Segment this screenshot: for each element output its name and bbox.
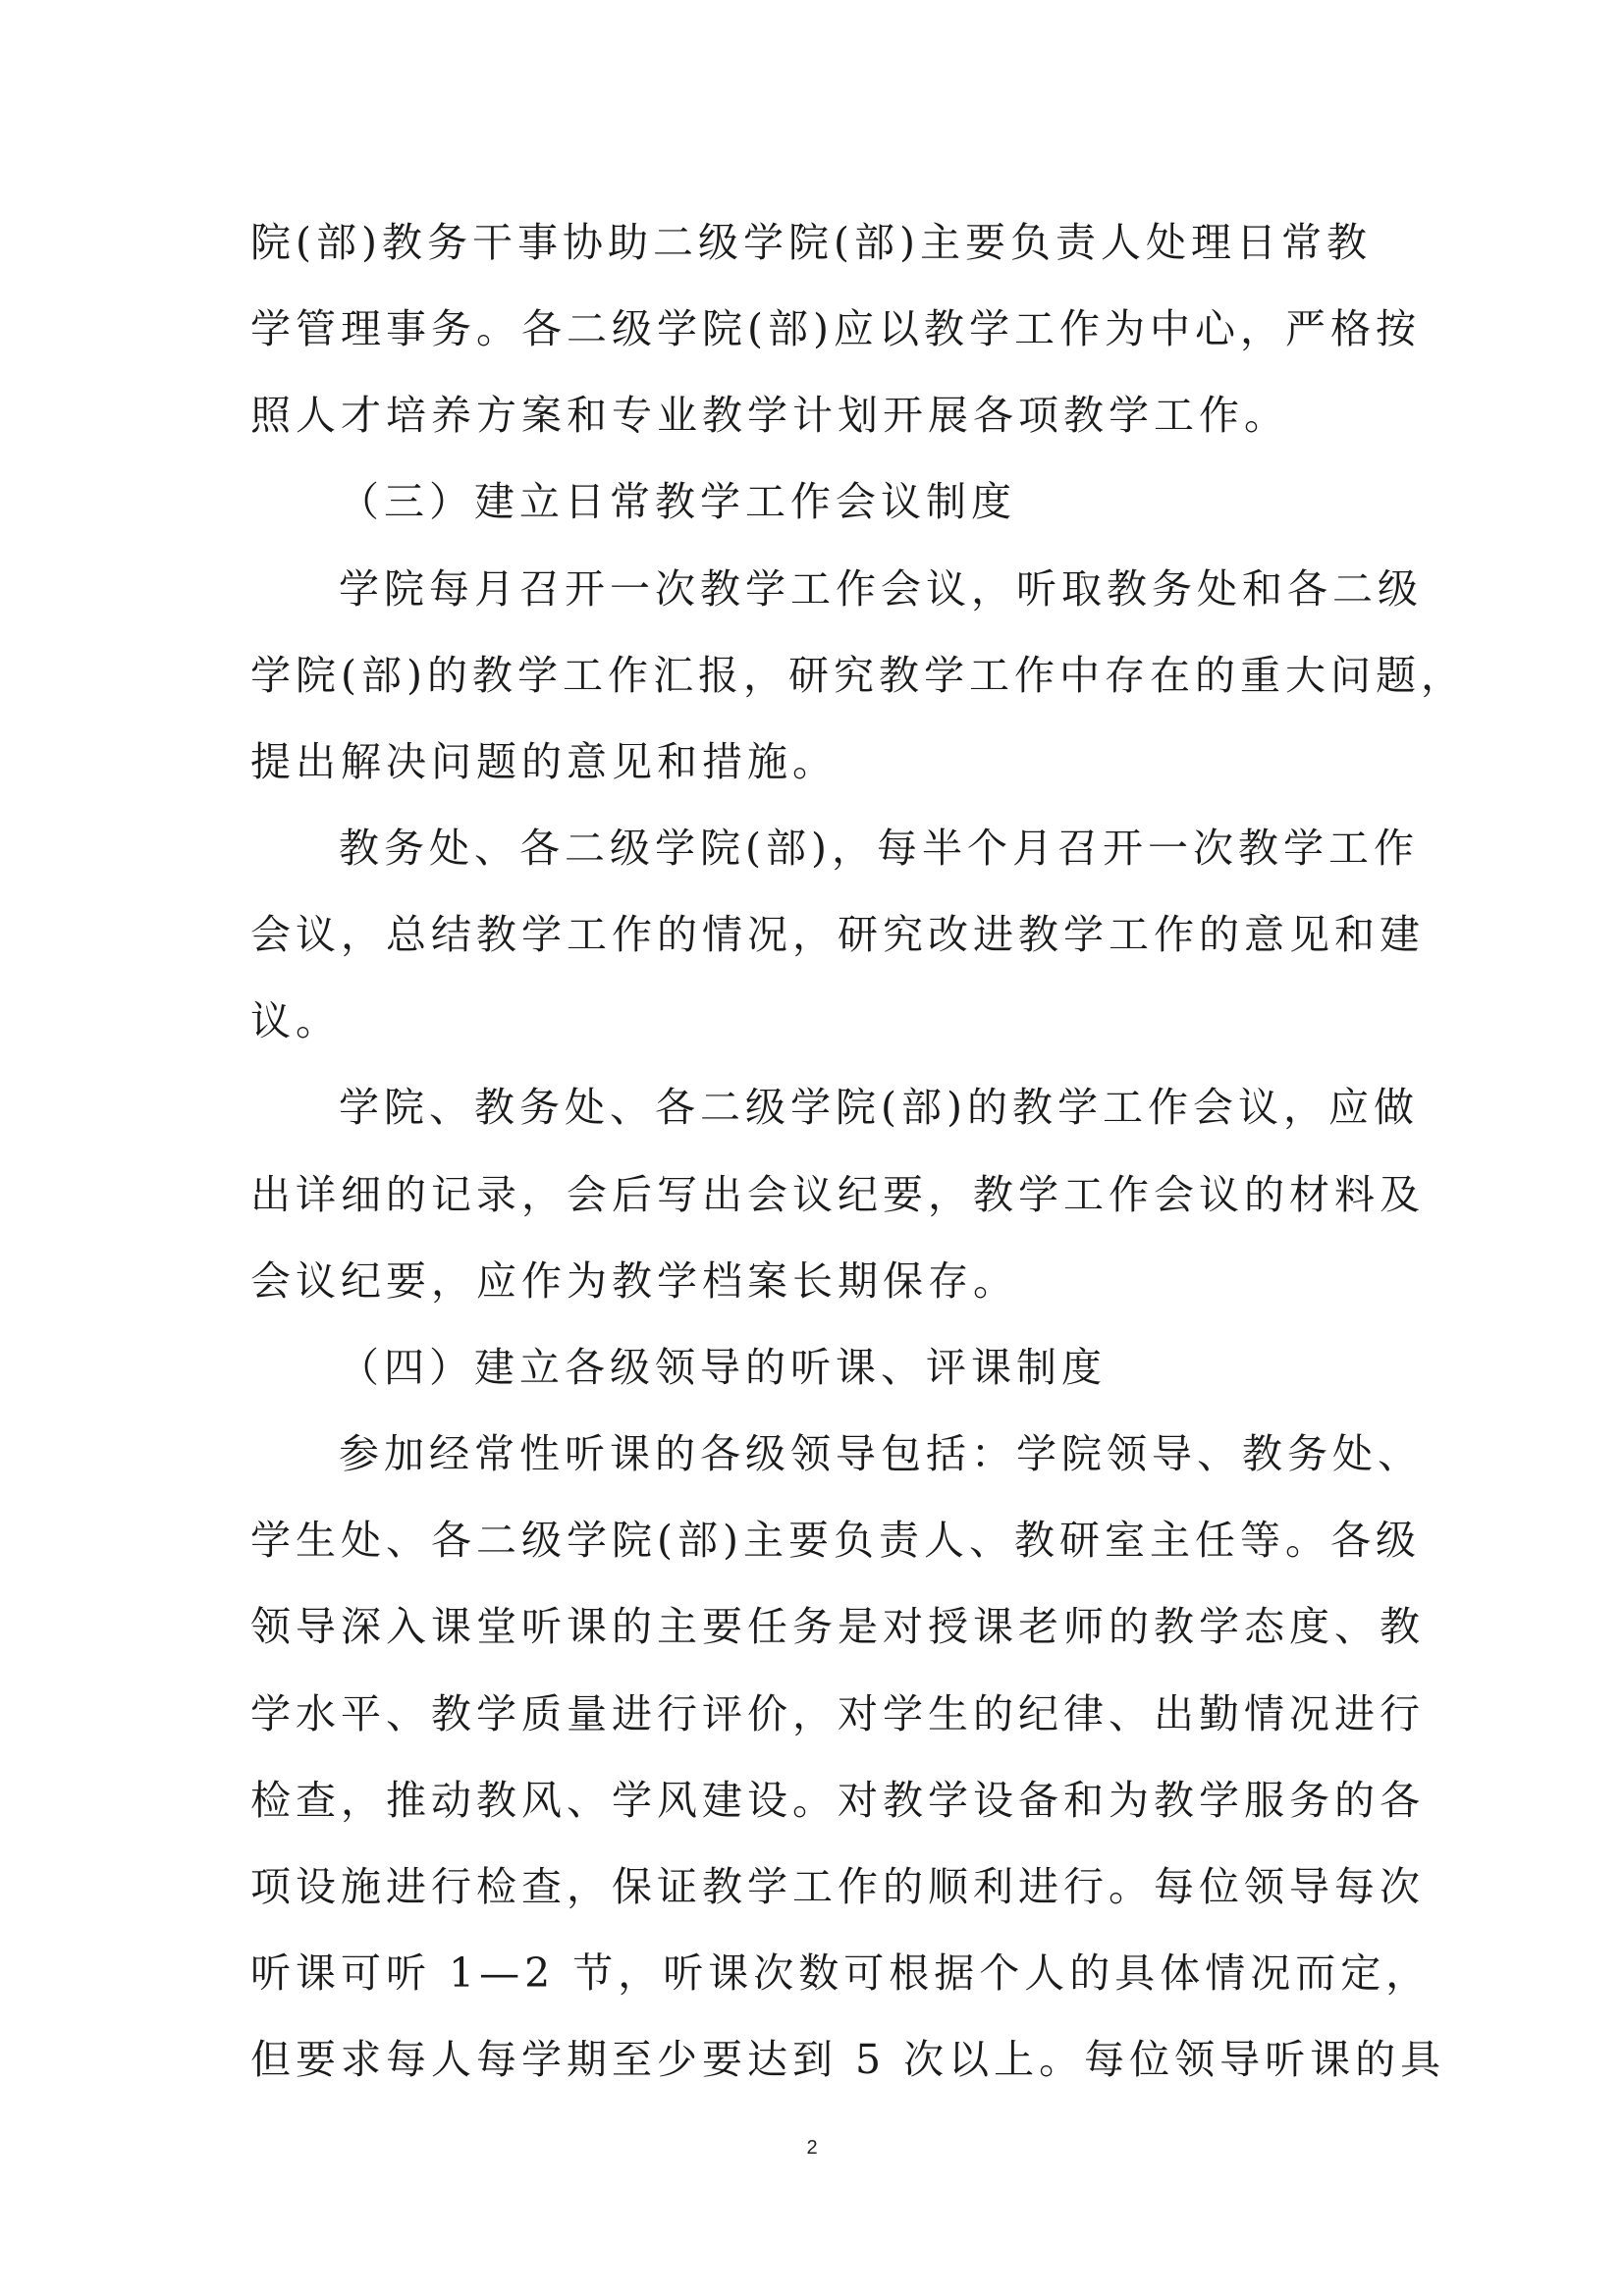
body-text-line: 项设施进行检查，保证教学工作的顺利进行。每位领导每次 <box>250 1863 1425 1910</box>
body-text-line: 听课可听 1—2 节，听课次数可根据个人的具体情况而定， <box>250 1949 1432 1997</box>
body-text-line: 出详细的记录，会后写出会议纪要，教学工作会议的材料及 <box>250 1171 1425 1218</box>
section-heading: （四）建立各级领导的听课、评课制度 <box>339 1344 1107 1391</box>
body-text-line: 参加经常性听课的各级领导包括：学院领导、教务处、 <box>339 1430 1423 1477</box>
body-text-line: 学水平、教学质量进行评价，对学生的纪律、出勤情况进行 <box>250 1690 1425 1737</box>
body-text-line: 学院(部)的教学工作汇报，研究教学工作中存在的重大问题， <box>250 652 1466 699</box>
page-number: 2 <box>806 2137 818 2159</box>
body-text-line: 会议，总结教学工作的情况，研究改进教学工作的意见和建 <box>250 911 1425 958</box>
body-text-line: 但要求每人每学期至少要达到 5 次以上。每位领导听课的具 <box>250 2036 1446 2083</box>
body-text-line: 学院、教务处、各二级学院(部)的教学工作会议，应做 <box>339 1084 1419 1131</box>
body-text-line: 检查，推动教风、学风建设。对教学设备和为教学服务的各 <box>250 1777 1425 1824</box>
body-text-line: 照人才培养方案和专业教学计划开展各项教学工作。 <box>250 392 1289 439</box>
section-heading: （三）建立日常教学工作会议制度 <box>339 478 1016 525</box>
body-text-line: 会议纪要，应作为教学档案长期保存。 <box>250 1257 1018 1305</box>
body-text-line: 学生处、各二级学院(部)主要负责人、教研室主任等。各级 <box>250 1517 1421 1564</box>
body-text-line: 教务处、各二级学院(部)，每半个月召开一次教学工作 <box>339 825 1419 872</box>
body-text-line: 学院每月召开一次教学工作会议，听取教务处和各二级 <box>339 565 1423 613</box>
body-text-line: 院(部)教务干事协助二级学院(部)主要负责人处理日常教 <box>250 219 1372 266</box>
body-text-line: 学管理事务。各二级学院(部)应以教学工作为中心，严格按 <box>250 305 1421 352</box>
body-text-line: 领导深入课堂听课的主要任务是对授课老师的教学态度、教 <box>250 1603 1425 1650</box>
body-text-line: 议。 <box>250 997 341 1044</box>
body-text-line: 提出解决问题的意见和措施。 <box>250 738 838 785</box>
